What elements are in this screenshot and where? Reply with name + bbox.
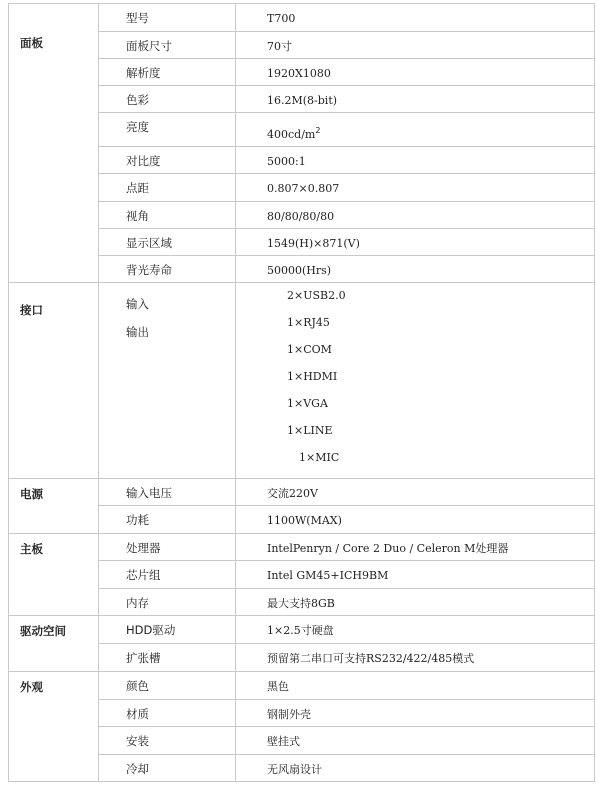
spec-value: 1×MIC: [299, 451, 340, 464]
spec-label: 面板尺寸: [99, 32, 236, 59]
spec-label: 点距: [99, 174, 236, 202]
spec-label: HDD驱动: [99, 616, 236, 644]
spec-value: 16.2M(8-bit): [236, 86, 595, 113]
spec-label: 芯片组: [99, 561, 236, 589]
spec-value: 1549(H)×871(V): [236, 229, 595, 256]
category-appearance: 外观: [9, 672, 99, 782]
spec-label: 安装: [99, 727, 236, 755]
spec-value: Intel GM45+ICH9BM: [236, 561, 595, 589]
spec-label: 内存: [99, 589, 236, 616]
spec-value: 80/80/80/80: [236, 202, 595, 229]
spec-label: 输出: [126, 325, 149, 339]
spec-value: 1×RJ45: [287, 316, 330, 329]
spec-value: T700: [236, 4, 595, 32]
spec-label: 功耗: [99, 506, 236, 534]
spec-value: 1100W(MAX): [236, 506, 595, 534]
spec-label: 颜色: [99, 672, 236, 700]
spec-value: 1×COM: [287, 343, 332, 356]
spec-label: 冷却: [99, 755, 236, 782]
spec-value: 0.807×0.807: [236, 174, 595, 202]
spec-value: 50000(Hrs): [236, 256, 595, 283]
spec-label: 解析度: [99, 59, 236, 86]
spec-label: 亮度: [99, 113, 236, 147]
interface-labels: [99, 283, 236, 479]
table-row: [9, 534, 595, 561]
spec-value: 1920X1080: [236, 59, 595, 86]
category-drive-space: 驱动空间: [9, 616, 99, 672]
spec-value: 钢制外壳: [236, 700, 595, 727]
spec-value: 1×LINE: [287, 424, 333, 437]
category-panel: 面板: [9, 4, 99, 283]
table-row: [9, 283, 595, 479]
spec-label: 输入: [126, 297, 149, 311]
spec-label: 输入电压: [99, 479, 236, 506]
spec-label: 背光寿命: [99, 256, 236, 283]
spec-label: 扩张槽: [99, 644, 236, 672]
category-power: 电源: [9, 479, 99, 534]
spec-table: [8, 3, 595, 782]
spec-value: 1×2.5寸硬盘: [236, 616, 595, 644]
spec-value: 交流220V: [236, 479, 595, 506]
spec-value: 无风扇设计: [236, 755, 595, 782]
table-row: [9, 4, 595, 32]
spec-value: 壁挂式: [236, 727, 595, 755]
spec-value: 1×HDMI: [287, 370, 338, 383]
table-row: [9, 479, 595, 506]
spec-value: 黑色: [236, 672, 595, 700]
spec-label: 色彩: [99, 86, 236, 113]
spec-value: $400cd/m^2$: [236, 113, 595, 147]
spec-label: 型号: [99, 4, 236, 32]
table-row: [9, 672, 595, 700]
spec-value: 70寸: [236, 32, 595, 59]
spec-value: IntelPenryn / Core 2 Duo / Celeron M处理器: [236, 534, 595, 561]
spec-value: 5000:1: [236, 147, 595, 174]
spec-label: 对比度: [99, 147, 236, 174]
spec-value: 2×USB2.0: [287, 289, 346, 302]
spec-label: 材质: [99, 700, 236, 727]
category-interface: 接口: [9, 283, 99, 479]
spec-value: 预留第二串口可支持RS232/422/485模式: [236, 644, 595, 672]
interface-values: [236, 283, 595, 479]
table-row: [9, 616, 595, 644]
spec-label: 处理器: [99, 534, 236, 561]
category-mainboard: 主板: [9, 534, 99, 616]
spec-value: 1×VGA: [287, 397, 328, 410]
spec-label: 视角: [99, 202, 236, 229]
spec-label: 显示区域: [99, 229, 236, 256]
spec-value: 最大支持8GB: [236, 589, 595, 616]
